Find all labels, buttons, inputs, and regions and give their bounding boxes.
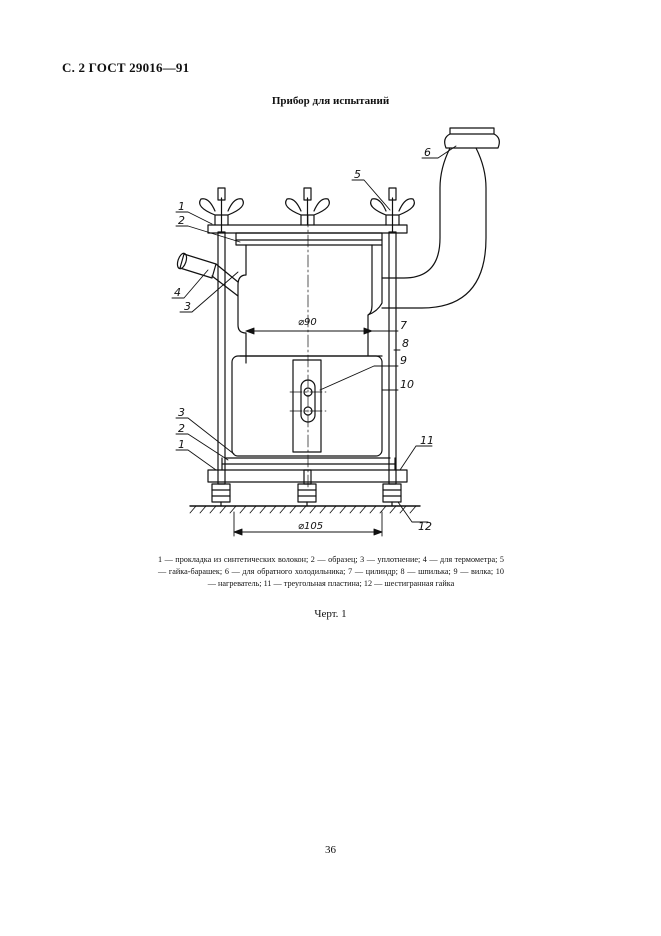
figure-legend: 1 — прокладка из синтетических волокон; 2 — образец; 3 — уплотнение; 4 — для термометра; 5 — гайка-барашек; 6 — для обратного холодильника; 7 — цилиндр; 8 — шпилька; 9 — вилка; 10 — нагреватель; 11 — треугольная пластина; 12 — шестигранная гайка	[158, 555, 504, 588]
label-11: 11	[420, 434, 434, 447]
leader-lines	[172, 146, 456, 522]
label-10: 10	[400, 378, 414, 391]
label-2-bottom: 2	[178, 422, 185, 435]
dimension-base-label: ⌀105	[298, 521, 324, 532]
label-3-bottom: 3	[178, 406, 185, 419]
label-12: 12	[418, 520, 432, 533]
hex-nuts	[212, 484, 401, 506]
figure-title: Прибор для испытаний	[271, 95, 390, 107]
ground-line	[190, 506, 420, 513]
figure-caption: Черт. 1	[314, 608, 347, 620]
label-8: 8	[402, 337, 409, 350]
thermometer-tube	[176, 252, 238, 296]
page-number: 36	[325, 844, 336, 856]
label-7: 7	[400, 319, 407, 332]
label-6: 6	[424, 146, 431, 159]
top-plate	[208, 225, 407, 245]
label-4: 4	[174, 286, 181, 299]
dimension-inner	[246, 328, 372, 334]
cylinder	[238, 245, 382, 363]
page-header: С. 2 ГОСТ 29016—91	[62, 60, 190, 75]
label-3-top: 3	[184, 300, 191, 313]
dimension-inner-label: ⌀90	[298, 317, 317, 328]
label-2-top: 2	[178, 214, 185, 227]
label-5: 5	[354, 168, 361, 181]
label-1-bottom: 1	[178, 438, 185, 451]
heater	[232, 356, 382, 456]
studs	[218, 198, 396, 484]
label-1-top: 1	[178, 200, 185, 213]
label-9: 9	[400, 354, 407, 367]
